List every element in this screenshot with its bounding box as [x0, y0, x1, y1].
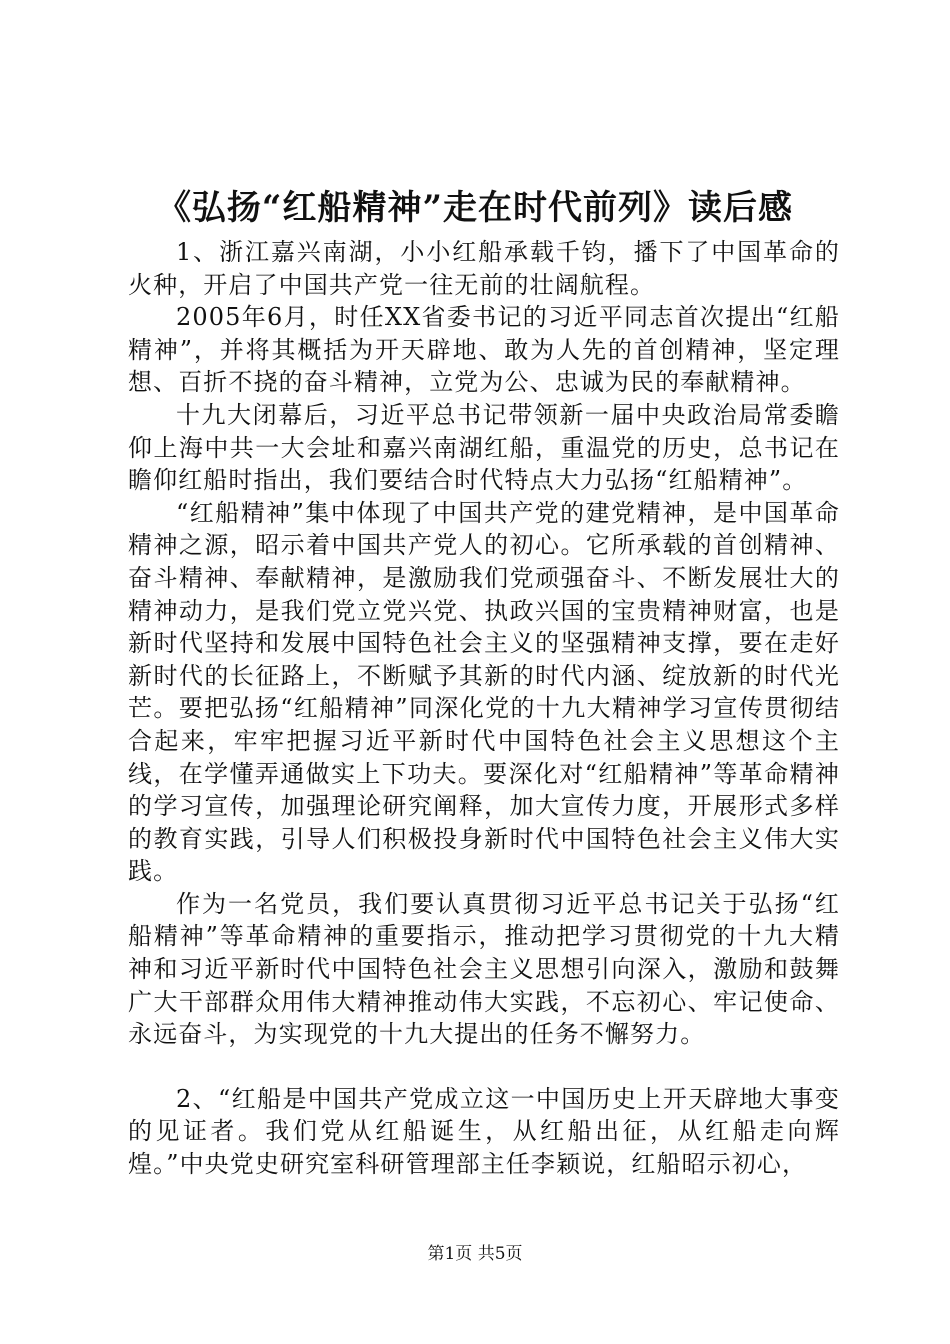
document-title: 《弘扬“红船精神”走在时代前列》读后感 — [156, 188, 794, 228]
paragraph-3: 十九大闭幕后，习近平总书记带领新一届中央政治局常委瞻仰上海中共一大会址和嘉兴南湖红船，重温党的历史，总书记在瞻仰红船时指出，我们要结合时代特点大力弘扬“红船精神”。 — [128, 400, 840, 495]
paragraph-6: 2、“红船是中国共产党成立这一中国历史上开天辟地大事变的见证者。我们党从红船诞生，从红船出征，从红船走向辉煌。”中央党史研究室科研管理部主任李颖说，红船昭示初心， — [128, 1084, 840, 1179]
paragraph-5: 作为一名党员，我们要认真贯彻习近平总书记关于弘扬“红船精神”等革命精神的重要指示，推动把学习贯彻党的十九大精神和习近平新时代中国特色社会主义思想引向深入，激励和鼓舞广大干部群众用伟大精神推动伟大实践，不忘初心、牢记使命、永远奋斗，为实现党的十九大提出的任务不懈努力。 — [128, 889, 840, 1049]
paragraph-1: 1、浙江嘉兴南湖，小小红船承载千钧，播下了中国革命的火种，开启了中国共产党一往无前的壮阔航程。 — [128, 238, 840, 299]
document-body — [128, 236, 840, 1181]
page-number-footer: 第1页 共5页 — [427, 1244, 523, 1264]
paragraph-4: “红船精神”集中体现了中国共产党的建党精神，是中国革命精神之源，昭示着中国共产党人的初心。它所承载的首创精神、奋斗精神、奉献精神，是激励我们党顽强奋斗、不断发展壮大的精神动力，是我们党立党兴党、执政兴国的宝贵精神财富，也是新时代坚持和发展中国特色社会主义的坚强精神支撑，要在走好新时代的长征路上，不断赋予其新的时代内涵、绽放新的时代光芒。要把弘扬“红船精神”同深化党的十九大精神学习宣传贯彻结合起来，牢牢把握习近平新时代中国特色社会主义思想这个主线，在学懂弄通做实上下功夫。要深化对“红船精神”等革命精神的学习宣传，加强理论研究阐释，加大宣传力度，开展形式多样的教育实践，引导人们积极投身新时代中国特色社会主义伟大实践。 — [128, 498, 840, 886]
paragraph-2: 2005年6月，时任XX省委书记的习近平同志首次提出“红船精神”，并将其概括为开天辟地、敢为人先的首创精神，坚定理想、百折不挠的奋斗精神，立党为公、忠诚为民的奉献精神。 — [128, 303, 840, 397]
